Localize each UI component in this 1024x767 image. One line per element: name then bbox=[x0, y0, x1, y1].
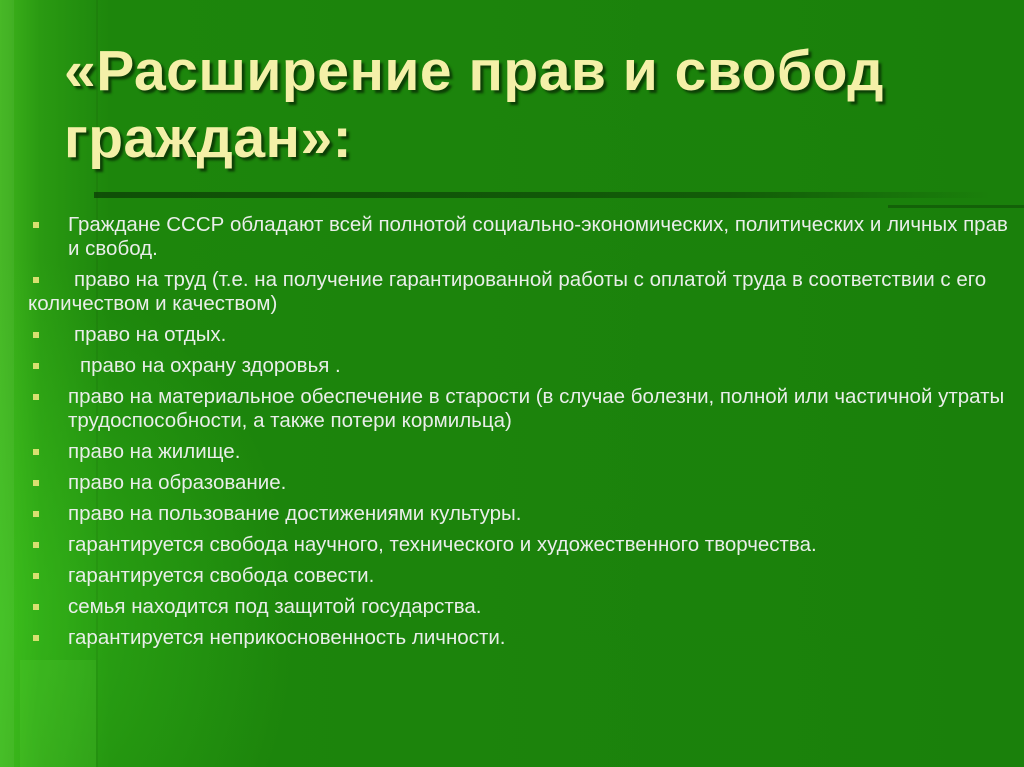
list-item bbox=[28, 354, 1013, 378]
list-item-text: семья находится под защитой государства. bbox=[68, 595, 482, 618]
slide-title: «Расширение прав и свобод граждан»: bbox=[64, 39, 884, 170]
title-underline-accent bbox=[888, 205, 1024, 208]
square-bullet-icon bbox=[33, 511, 39, 517]
square-bullet-icon bbox=[33, 363, 39, 369]
list-item-text: гарантируется свобода научного, технического и художественного творчества. bbox=[68, 533, 817, 556]
square-bullet-icon bbox=[33, 222, 39, 228]
square-bullet-icon bbox=[33, 394, 39, 400]
list-item-text: право на труд (т.е. на получение гарантированной работы с оплатой труда в соответствии с его количеством и качеством) bbox=[28, 268, 987, 315]
list-item bbox=[28, 533, 1013, 557]
list-item bbox=[28, 502, 1013, 526]
list-item bbox=[28, 385, 1013, 433]
square-bullet-icon bbox=[33, 449, 39, 455]
decorative-glow bbox=[20, 660, 96, 767]
rights-list bbox=[28, 213, 1013, 657]
square-bullet-icon bbox=[33, 277, 39, 283]
list-item-text: право на материальное обеспечение в старости (в случае болезни, полной или частичной утраты трудоспособности, а также потери кормильца) bbox=[68, 385, 1005, 432]
list-item-text: гарантируется неприкосновенность личности. bbox=[68, 626, 506, 649]
list-item-text: право на пользование достижениями культуры. bbox=[68, 502, 522, 525]
list-item-text: право на образование. bbox=[68, 471, 287, 494]
list-item-text: право на охрану здоровья . bbox=[80, 354, 341, 377]
list-item bbox=[28, 268, 1013, 316]
square-bullet-icon bbox=[33, 604, 39, 610]
square-bullet-icon bbox=[33, 542, 39, 548]
list-item-text: право на отдых. bbox=[74, 323, 227, 346]
square-bullet-icon bbox=[33, 480, 39, 486]
decorative-stripe bbox=[0, 0, 14, 767]
list-item-text: гарантируется свобода совести. bbox=[68, 564, 375, 587]
title-underline bbox=[94, 192, 994, 198]
list-item bbox=[28, 213, 1013, 261]
square-bullet-icon bbox=[33, 332, 39, 338]
square-bullet-icon bbox=[33, 635, 39, 641]
list-item bbox=[28, 471, 1013, 495]
list-item bbox=[28, 595, 1013, 619]
list-item bbox=[28, 440, 1013, 464]
list-item-text: Граждане СССР обладают всей полнотой социально-экономических, политических и личных прав и свобод. bbox=[68, 213, 1008, 260]
list-item-text: право на жилище. bbox=[68, 440, 241, 463]
list-item bbox=[28, 564, 1013, 588]
list-item bbox=[28, 626, 1013, 650]
square-bullet-icon bbox=[33, 573, 39, 579]
list-item bbox=[28, 323, 1013, 347]
